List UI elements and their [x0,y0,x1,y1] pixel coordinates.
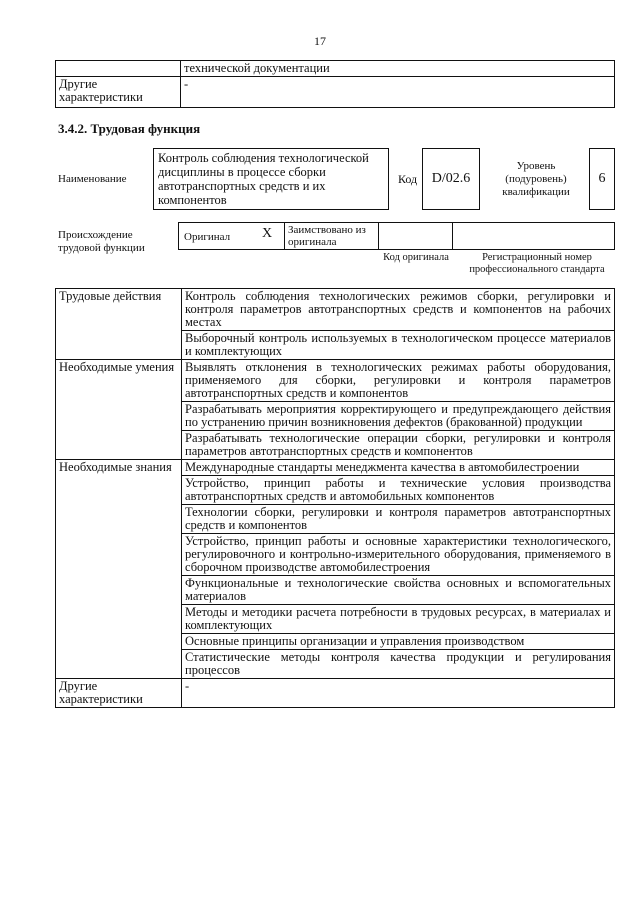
code-original-caption: Код оригинала [383,252,449,263]
table-cell-label: Другие характеристики [56,77,181,108]
origin-row [178,222,615,250]
group-label: Необходимые знания [56,460,182,679]
section-title: 3.4.2. Трудовая функция [58,121,201,136]
table-cell: Выборочный контроль используемых в технологическом процессе материалов и комплектующих [182,331,615,360]
original-mark: X [262,226,273,241]
previous-table [55,60,615,108]
table-cell: Контроль соблюдения технологических режимов сборки, регулировки и контроля параметров автотранспортных средств и компонентов на рабочих местах [182,289,615,331]
table-cell: Методы и методики расчета потребности в трудовых ресурсах, в материалах и комплектующих [182,605,615,634]
code-label: Код [398,172,418,186]
level-value-box: 6 [589,148,615,210]
origin-label: Происхождение трудовой функции [58,229,145,254]
table-cell: Разрабатывать мероприятия корректирующего и предупреждающего действия по устранению причин возникновения дефектов (бракованной) продукции [182,402,615,431]
table-cell: Функциональные и технологические свойства основных и вспомогательных материалов [182,576,615,605]
function-table [55,288,615,708]
reg-number-caption: Регистрационный номер профессионального стандарта [469,252,605,275]
table-cell: Выявлять отклонения в технологических режимах работы оборудования, применяемого для сборки, регулировки и контроля параметров автотранспортных средств и компонентов [182,360,615,402]
table-cell: Устройство, принцип работы и основные характеристики технологического, регулировочного и контрольно-измерительного оборудования, применяемого в сборочном производстве автомобилестроения [182,534,615,576]
borrowed-label: Заимствовано из оригинала [288,224,366,248]
group-label: Другие характеристики [56,679,182,708]
divider [284,222,285,250]
table-row [56,77,615,108]
table-row [56,679,615,708]
function-code-box: D/02.6 [422,148,480,210]
table-cell: Разрабатывать технологические операции сборки, регулировки и контроля параметров автотранспортных средств и компонентов [182,431,615,460]
group-label: Трудовые действия [56,289,182,360]
name-label: Наименование [58,173,127,185]
table-cell: Устройство, принцип работы и технические условия производства автотранспортных средств и автомобильных компонентов [182,476,615,505]
divider [452,222,453,250]
table-cell: - [182,679,615,708]
original-label: Оригинал [184,231,231,243]
divider [378,222,379,250]
table-cell: Основные принципы организации и управления производством [182,634,615,650]
function-name-box: Контроль соблюдения технологической дисциплины в процессе сборки автотранспортных средств и их компонентов [153,148,389,210]
table-cell-value: - [181,77,615,108]
level-label: Уровень (подуровень) квалификации [502,160,570,198]
table-row [56,360,615,402]
table-cell-label [56,61,181,77]
table-cell: Технологии сборки, регулировки и контроля параметров автотранспортных средств и компонентов [182,505,615,534]
table-row [56,289,615,331]
table-row [56,460,615,476]
table-cell-value: технической документации [181,61,615,77]
table-cell: Международные стандарты менеджмента качества в автомобилестроении [182,460,615,476]
page-number: 17 [314,34,326,48]
group-label: Необходимые умения [56,360,182,460]
table-row [56,61,615,77]
table-cell: Статистические методы контроля качества продукции и регулирования процессов [182,650,615,679]
